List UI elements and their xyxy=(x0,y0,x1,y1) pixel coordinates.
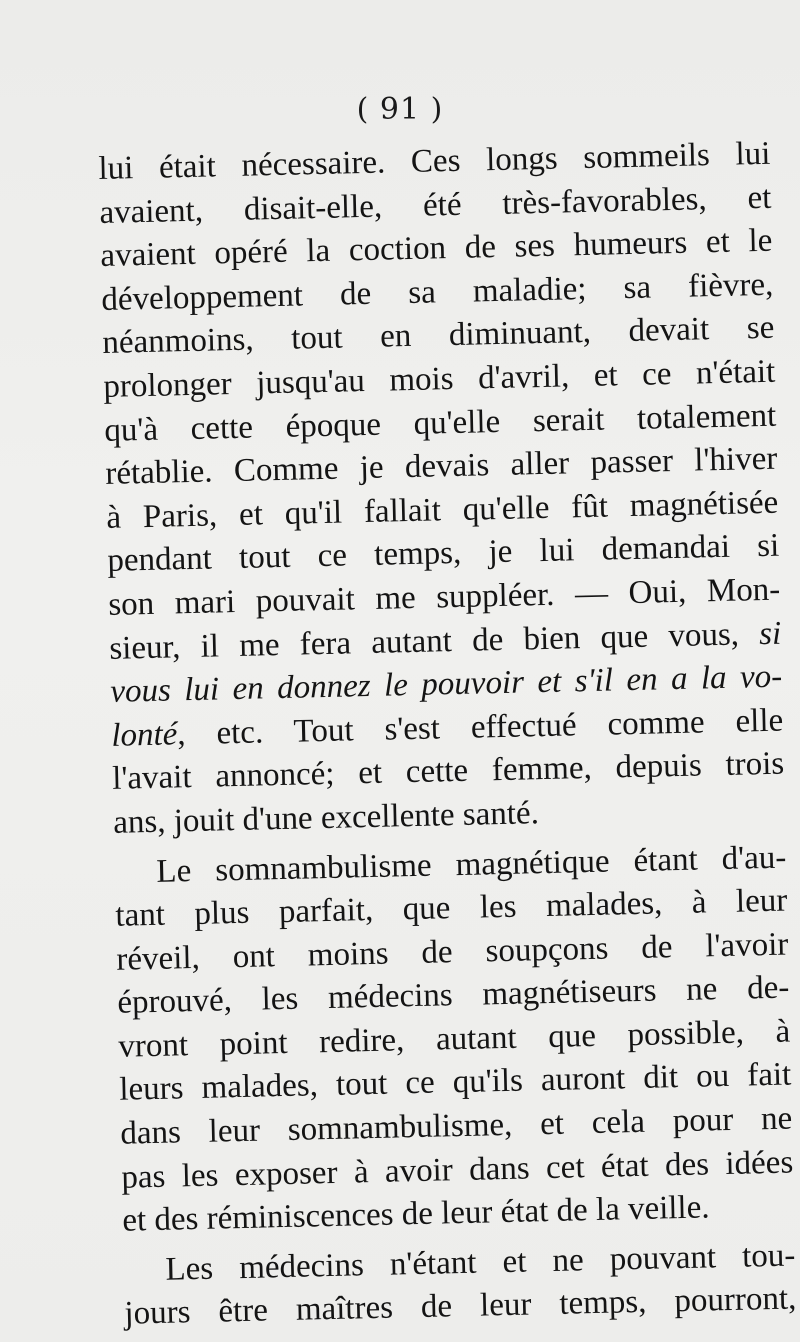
text-span: réveil, ont moins de soupçons de l'avoir xyxy=(116,926,789,978)
text-span: avaient opéré la coction de ses humeurs et le xyxy=(100,222,773,275)
text-span: développement de sa maladie; sa fièvre, xyxy=(101,266,774,318)
text-span: lui était nécessaire. Ces longs sommeils lui xyxy=(98,135,771,187)
text-span: rétablie. Comme je devais aller passer l'hiver xyxy=(104,440,778,493)
text-span: l'avait annoncé; et cette femme, depuis trois xyxy=(111,745,785,798)
text-span: tant plus parfait, que les malades, à leur xyxy=(115,882,788,934)
italic-text: vous lui en donnez le pouvoir et s'il en a la vo- xyxy=(109,658,783,710)
text-span: leurs malades, tout ce qu'ils auront dit ou fait xyxy=(118,1056,792,1109)
text-span: avaient, disait-elle, été très-favorables, et xyxy=(99,179,772,231)
text-span: Le somnambulisme magnétique étant d'au- xyxy=(156,839,787,890)
text-span: pas les exposer à avoir dans cet état des idées xyxy=(120,1144,794,1196)
text-span: , etc. Tout s'est effectué comme elle xyxy=(176,702,784,753)
text-span: à Paris, et qu'il fallait qu'elle fût magnétisée xyxy=(105,484,779,536)
text-span: éprouvé, les médecins magnétiseurs ne de- xyxy=(116,969,790,1022)
paragraph xyxy=(123,1234,797,1336)
text-span: dans leur somnambulisme, et cela pour ne xyxy=(119,1100,793,1152)
text-span: jours être maîtres de leur temps, pourront, xyxy=(124,1280,797,1333)
text-span: vront point redire, autant que possible, à xyxy=(117,1013,791,1065)
italic-text: lonté xyxy=(110,716,178,754)
italic-text: si xyxy=(758,615,782,652)
text-span: néanmoins, tout en diminuant, devait se xyxy=(102,310,775,362)
text-span: et des réminiscences de leur état de la veille. xyxy=(121,1189,710,1239)
text-span: qu'à cette époque qu'elle serait totalement xyxy=(104,397,777,449)
page-number: ( 91 ) xyxy=(356,92,444,127)
text-span: sieur, il me fera autant de bien que vous, xyxy=(108,615,760,667)
text-span: Les médecins n'étant et ne pouvant tou- xyxy=(165,1237,796,1288)
text-span: pendant tout ce temps, je lui demandai si xyxy=(106,527,780,580)
text-span: prolonger jusqu'au mois d'avril, et ce n'était xyxy=(103,353,776,405)
text-span: ans, jouit d'une excellente santé. xyxy=(112,795,540,841)
paragraph xyxy=(98,133,786,846)
text-span: son mari pouvait me suppléer. — Oui, Mon- xyxy=(107,571,781,623)
paragraph xyxy=(114,836,795,1243)
body-text xyxy=(98,133,797,1337)
